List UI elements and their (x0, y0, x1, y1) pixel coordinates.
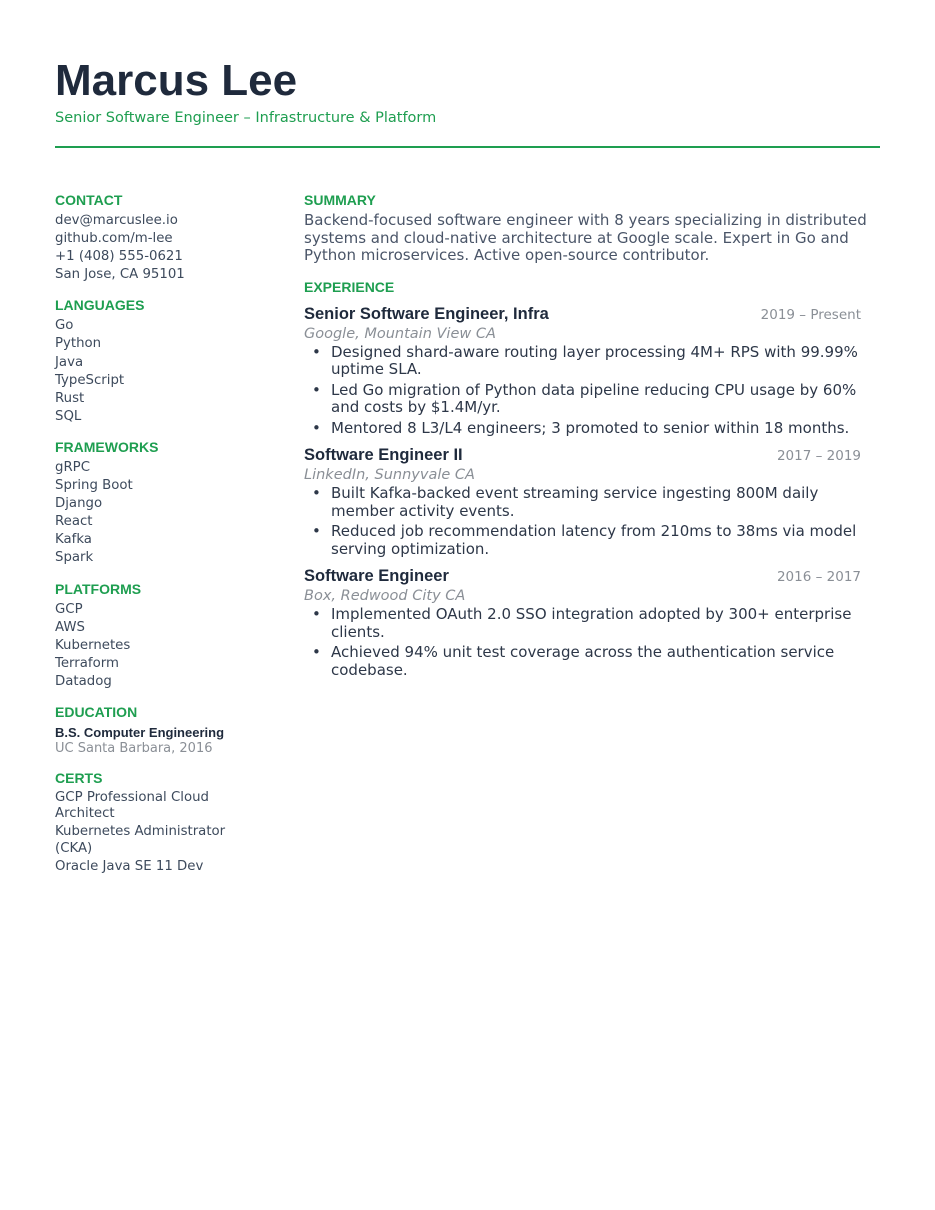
contact-location: San Jose, CA 95101 (55, 267, 185, 283)
job-title: Software Engineer (304, 567, 449, 585)
platform-item: Terraform (55, 655, 119, 671)
cert-item: Oracle Java SE 11 Dev (55, 858, 204, 874)
job-bullet: • Built Kafka-backed event streaming service ingesting 800M daily member activity events. (304, 485, 880, 520)
job-dates: 2019 – Present (760, 306, 861, 323)
job-bullet: • Designed shard-aware routing layer processing 4M+ RPS with 99.99% uptime SLA. (304, 344, 880, 379)
platform-item: GCP (55, 601, 83, 617)
language-item: SQL (55, 408, 82, 424)
contact-github: github.com/m-lee (55, 231, 173, 247)
job-bullet: • Implemented OAuth 2.0 SSO integration adopted by 300+ enterprise clients. (304, 606, 880, 641)
frameworks-section (55, 438, 255, 568)
sidebar (55, 191, 255, 887)
job-company: Box, Redwood City CA (304, 588, 466, 604)
main-content (304, 191, 880, 685)
platform-item: AWS (55, 619, 85, 635)
education-degree: B.S. Computer Engineering (55, 724, 225, 740)
header-divider (55, 146, 880, 148)
job-dates: 2016 – 2017 (776, 569, 861, 585)
job-title: Senior Software Engineer, Infra (304, 304, 549, 323)
language-item: TypeScript (55, 372, 125, 388)
framework-item: Spark (55, 550, 94, 566)
platforms-heading: PLATFORMS (55, 580, 142, 597)
framework-item: Django (55, 496, 103, 512)
education-school: UC Santa Barbara, 2016 (55, 740, 213, 756)
contact-section (55, 191, 255, 284)
platforms-section (55, 580, 255, 691)
framework-item: Kafka (55, 532, 92, 548)
cert-item: GCP Professional Cloud Architect (55, 789, 209, 822)
job-company: LinkedIn, Sunnyvale CA (304, 467, 475, 483)
education-section (55, 703, 255, 757)
job-company: Google, Mountain View CA (304, 325, 496, 342)
experience-heading: EXPERIENCE (304, 278, 395, 295)
certs-heading: CERTS (55, 769, 103, 786)
framework-item: React (55, 514, 93, 530)
framework-item: gRPC (55, 459, 90, 475)
job-bullet: • Led Go migration of Python data pipeline reducing CPU usage by 60% and costs by $1.4M/yr. (304, 382, 880, 417)
certs-section (55, 769, 255, 875)
languages-heading: LANGUAGES (55, 297, 145, 314)
summary-text: Backend-focused software engineer with 8 years specializing in distributed systems and cloud-native architecture at Google scale. Expert in Go and Python microservices. Active open-source contributor. (304, 211, 867, 264)
job-entry (304, 564, 880, 679)
resume-header (55, 56, 880, 127)
language-item: Java (55, 354, 84, 370)
job-title: Software Engineer II (304, 446, 463, 464)
language-item: Rust (55, 390, 85, 406)
job-entry (304, 443, 880, 558)
language-item: Python (55, 336, 102, 352)
job-bullet: • Reduced job recommendation latency from 210ms to 38ms via model serving optimization. (304, 523, 880, 558)
job-bullet: • Achieved 94% unit test coverage across the authentication service codebase. (304, 644, 880, 679)
cert-item: Kubernetes Administrator (CKA) (55, 824, 226, 856)
job-dates: 2017 – 2019 (776, 448, 861, 464)
platform-item: Datadog (55, 673, 112, 689)
framework-item: Spring Boot (55, 478, 133, 494)
contact-phone: +1 (408) 555-0621 (55, 249, 183, 265)
contact-heading: CONTACT (55, 192, 123, 208)
language-item: Go (55, 318, 74, 334)
job-entry (304, 302, 880, 438)
frameworks-heading: FRAMEWORKS (55, 438, 159, 455)
languages-section (55, 296, 255, 426)
job-bullet: • Mentored 8 L3/L4 engineers; 3 promoted to senior within 18 months. (304, 420, 880, 438)
platform-item: Kubernetes (55, 637, 131, 653)
education-heading: EDUCATION (55, 703, 138, 720)
candidate-name: Marcus Lee (55, 56, 298, 105)
summary-heading: SUMMARY (304, 192, 376, 208)
candidate-title: Senior Software Engineer – Infrastructure & Platform (55, 110, 437, 126)
contact-email: dev@marcuslee.io (55, 213, 178, 228)
